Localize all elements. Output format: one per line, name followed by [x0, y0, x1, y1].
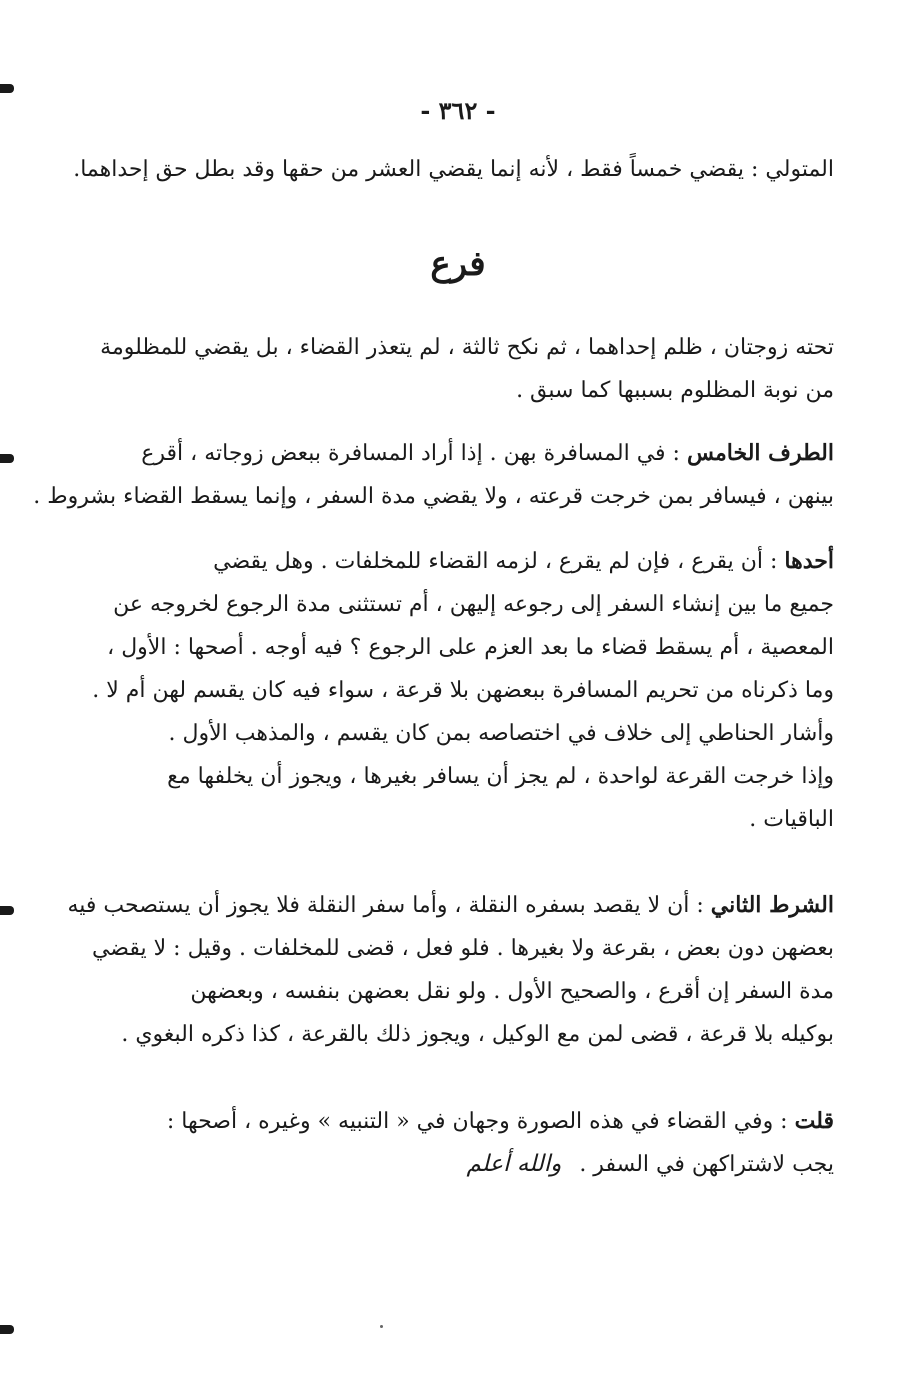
paragraph-2 — [33, 432, 834, 518]
closing-phrase: والله أعلم — [466, 1151, 562, 1177]
text-line: يجب لاشتراكهن في السفر .والله أعلم — [118, 1143, 834, 1186]
section-title: فرع — [430, 244, 486, 284]
margin-bullet-mark — [0, 906, 14, 915]
margin-bullet-mark — [0, 84, 14, 93]
text-line: تحته زوجتان ، ظلم إحداهما ، ثم نكح ثالثة ، لم يتعذر القضاء ، بل يقضي للمظلومة — [100, 335, 834, 360]
paragraph-heading: الطرف الخامس — [686, 440, 834, 466]
text-line: وأشار الحناطي إلى خلاف في اختصاصه بمن كان يقسم ، والمذهب الأول . — [168, 721, 834, 746]
paragraph-4 — [67, 884, 834, 1056]
text-line: وما ذكرناه من تحريم المسافرة ببعضهن بلا قرعة ، سواء فيه كان يقسم لهن أم لا . — [92, 678, 834, 703]
margin-bullet-mark — [0, 454, 14, 463]
text-line: المتولي : يقضي خمساً فقط ، لأنه إنما يقضي العشر من حقها وقد بطل حق إحداهما. — [73, 157, 834, 182]
text-line: بوكيله بلا قرعة ، قضى لمن مع الوكيل ، ويجوز ذلك بالقرعة ، كذا ذكره البغوي . — [121, 1022, 834, 1047]
paragraph-heading: قلت — [794, 1108, 834, 1134]
paragraph-1 — [100, 326, 834, 412]
margin-bullet-mark — [0, 1325, 14, 1334]
text-line: المعصية ، أم يسقط قضاء ما بعد العزم على الرجوع ؟ فيه أوجه . أصحها : الأول ، — [107, 635, 834, 660]
intro-paragraph — [73, 148, 834, 191]
text-line: الطرف الخامس : في المسافرة بهن . إذا أراد المسافرة ببعض زوجاته ، أقرع — [141, 440, 834, 466]
text-line: الشرط الثاني : أن لا يقصد بسفره النقلة ، وأما سفر النقلة فلا يجوز أن يستصحب فيه — [67, 892, 834, 918]
text-line: بينهن ، فيسافر بمن خرجت قرعته ، ولا يقضي مدة السفر ، وإنما يسقط القضاء بشروط . — [33, 484, 834, 509]
page-number: - ٣٦٢ - — [420, 96, 496, 125]
text-line: وإذا خرجت القرعة لواحدة ، لم يجز أن يسافر بغيرها ، ويجوز أن يخلفها مع — [167, 764, 834, 789]
text-line: جميع ما بين إنشاء السفر إلى رجوعه إليهن ، أم تستثنى مدة الرجوع لخروجه عن — [113, 592, 834, 617]
text-line: بعضهن دون بعض ، بقرعة ولا بغيرها . فلو فعل ، قضى للمخلفات . وقيل : لا يقضي — [91, 936, 834, 961]
paragraph-heading: أحدها — [784, 548, 834, 574]
text-line: مدة السفر إن أقرع ، والصحيح الأول . ولو نقل بعضهن بنفسه ، وبعضهن — [190, 979, 834, 1004]
speck-mark — [380, 1325, 383, 1328]
text-line: قلت : وفي القضاء في هذه الصورة وجهان في « التنبيه » وغيره ، أصحها : — [166, 1108, 834, 1134]
paragraph-3 — [92, 540, 834, 841]
text-line: الباقيات . — [749, 807, 834, 832]
paragraph-5 — [118, 1100, 834, 1186]
text-line: من نوبة المظلوم بسببها كما سبق . — [516, 378, 834, 403]
text-line: أحدها : أن يقرع ، فإن لم يقرع ، لزمه القضاء للمخلفات . وهل يقضي — [213, 548, 834, 574]
paragraph-heading: الشرط الثاني — [710, 892, 834, 918]
